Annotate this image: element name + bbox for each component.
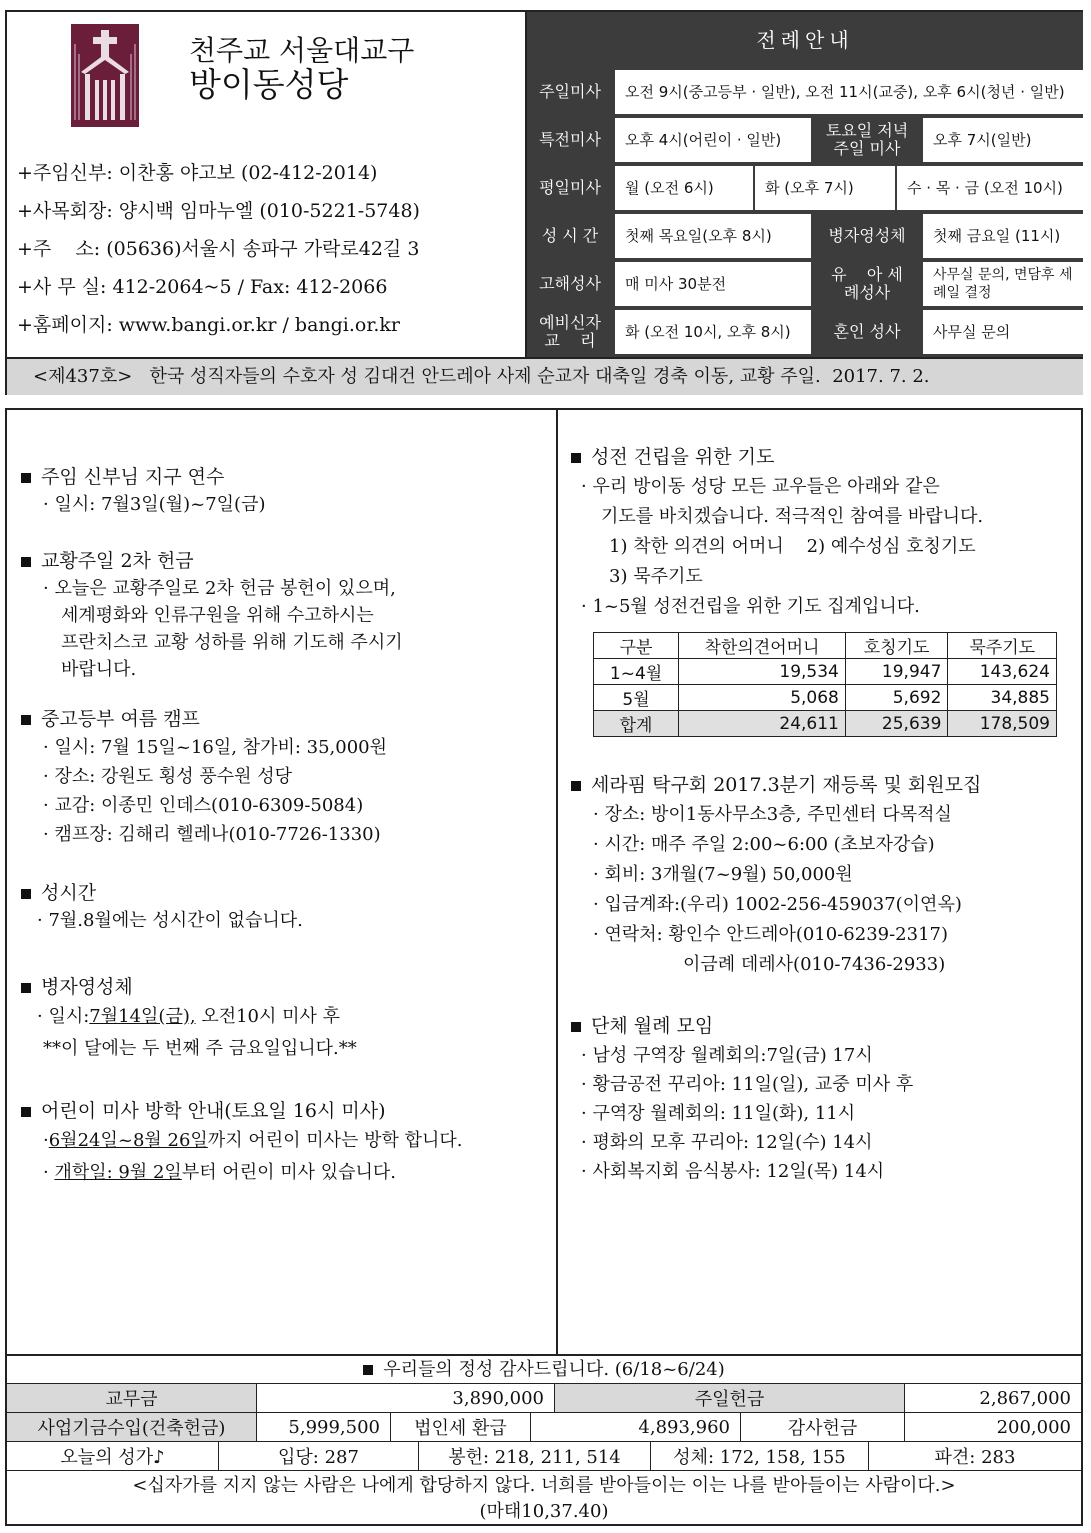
section-line: · 평화의 모후 꾸리아: 12일(수) 14시 <box>581 1132 873 1153</box>
liturgy-title: 전례안내 <box>756 28 854 52</box>
infant-baptism-value: 사무실 문의, 면담후 세례일 결정 <box>923 262 1083 306</box>
bullet-square-icon <box>21 473 31 483</box>
column-header: 구분 <box>594 633 679 659</box>
table-cell: 178,509 <box>948 711 1057 737</box>
bullet-square-icon <box>21 715 31 725</box>
section-line: · 일시: 7월 15일~16일, 참가비: 35,000원 <box>43 737 387 758</box>
offering-footer <box>5 1354 1083 1526</box>
special-label: 특전미사 <box>539 130 601 149</box>
weekday-label: 평일미사 <box>539 178 601 197</box>
church-info <box>7 12 525 357</box>
section-title: 단체 월례 모임 <box>591 1015 714 1037</box>
sunday-label: 주일미사 <box>539 82 601 101</box>
column-header: 묵주기도 <box>948 633 1057 659</box>
column-divider <box>556 410 558 1356</box>
scripture-quote: <십자가를 지지 않는 사람은 나에게 합당하지 않다. 너희를 받아들이는 이는 나를 받아들이는 사람이다.> <box>132 1475 956 1496</box>
offering-label: 감사헌금 <box>741 1413 905 1441</box>
confession-label: 고해성사 <box>539 274 601 293</box>
section-title: 어린이 미사 방학 안내(토요일 16시 미사) <box>41 1100 386 1122</box>
infant-baptism-label: 유 아 세례성사 <box>831 265 903 302</box>
weekday-wed-fri: 수 · 목 · 금 (오전 10시) <box>897 166 1083 210</box>
section-title: 세라핌 탁구회 2017.3분기 재등록 및 회원모집 <box>591 774 982 796</box>
offering-row-2 <box>7 1413 1081 1442</box>
bullet-square-icon <box>571 453 581 463</box>
table-row <box>594 685 1057 711</box>
prayer-totals-table <box>593 632 1057 737</box>
section-title: 교황주일 2차 헌금 <box>41 550 194 572</box>
section-line: ·6월24일~8월 26일까지 어린이 미사는 방학 합니다. <box>43 1130 463 1151</box>
bulletin-body <box>5 408 1083 1354</box>
offering-row-1 <box>7 1384 1081 1413</box>
offering-amount: 2,867,000 <box>979 1387 1071 1409</box>
thanks-row <box>7 1356 1081 1384</box>
section-title: 중고등부 여름 캠프 <box>41 708 200 730</box>
table-cell: 24,611 <box>679 711 846 737</box>
offering-amount: 200,000 <box>996 1416 1071 1438</box>
holyhour-label: 성 시 간 <box>541 226 599 245</box>
section-line: 3) 묵주기도 <box>609 566 703 587</box>
section-line: · 황금공전 꾸리아: 11일(일), 교중 미사 후 <box>581 1074 914 1095</box>
section-line: · 입금계좌:(우리) 1002-256-459037(이연옥) <box>593 894 962 915</box>
column-header: 호칭기도 <box>845 633 948 659</box>
table-cell: 5,692 <box>845 685 948 711</box>
table-cell: 5,068 <box>679 685 846 711</box>
section-line: · 장소: 방이1동사무소3층, 주민센터 다목적실 <box>593 804 952 825</box>
church-diocese: 천주교 서울대교구 <box>189 34 415 67</box>
table-cell: 34,885 <box>948 685 1057 711</box>
notice-children-mass-break <box>21 1098 462 1189</box>
liturgy-schedule <box>525 12 1083 357</box>
contact-address: +주 소: (05636)서울시 송파구 가락로42길 3 <box>17 238 420 260</box>
liturgy-row-special <box>527 116 1085 164</box>
section-line: · 일시: 7월3일(월)~7일(금) <box>43 494 266 515</box>
offering-label: 주일헌금 <box>555 1384 905 1412</box>
issue-line: <제437호> 한국 성직자들의 수호자 성 김대건 안드레아 사제 순교자 대축일 경축 이동, 교황 주일. 2017. 7. 2. <box>7 357 1083 395</box>
hymn-offertory: 봉헌: 218, 211, 514 <box>419 1442 651 1470</box>
marriage-value: 사무실 문의 <box>923 310 1083 354</box>
column-header: 착한의견어머니 <box>679 633 846 659</box>
notice-youth-camp <box>21 706 387 849</box>
contact-office: +사 무 실: 412-2064~5 / Fax: 412-2066 <box>17 276 388 298</box>
holyhour-value: 첫째 목요일(오후 8시) <box>615 214 811 258</box>
contact-homepage: +홈페이지: www.bangi.or.kr / bangi.or.kr <box>17 314 400 336</box>
bullet-square-icon <box>21 983 31 993</box>
confession-value: 매 미사 30분전 <box>615 262 811 306</box>
hymn-communion: 성체: 172, 158, 155 <box>651 1442 869 1470</box>
weekday-tuesday: 화 (오후 7시) <box>755 166 895 210</box>
section-line: · 오늘은 교황주일로 2차 헌금 봉헌이 있으며, <box>43 578 396 599</box>
offering-label: 교무금 <box>7 1384 257 1412</box>
section-line: 프란치스코 교황 성하를 위해 기도해 주시기 <box>61 632 403 653</box>
section-line: · 시간: 매주 주일 2:00~6:00 (초보자강습) <box>593 834 935 855</box>
section-line: · 개학일: 9월 2일부터 어린이 미사 있습니다. <box>43 1162 396 1183</box>
section-title: 성전 건립을 위한 기도 <box>591 446 775 468</box>
offering-amount: 5,999,500 <box>257 1413 391 1441</box>
weekday-monday: 월 (오전 6시) <box>615 166 753 210</box>
sick-communion-value: 첫째 금요일 (11시) <box>923 214 1083 258</box>
sick-communion-label: 병자영성체 <box>828 226 906 245</box>
catechumen-value: 화 (오전 10시, 오후 8시) <box>615 310 811 354</box>
bullet-square-icon <box>21 889 31 899</box>
catechumen-label: 예비신자 교 리 <box>539 313 606 350</box>
contact-pastor: +주임신부: 이찬홍 야고보 (02-412-2014) <box>17 162 378 184</box>
table-cell: 143,624 <box>948 659 1057 685</box>
hymn-entrance: 입당: 287 <box>219 1442 419 1470</box>
notice-pastor-training <box>21 464 265 518</box>
section-line: · 1~5월 성전건립을 위한 기도 집계입니다. <box>581 596 920 617</box>
offering-label: 법인세 환급 <box>391 1413 531 1441</box>
special-value: 오후 4시(어린이 · 일반) <box>615 118 811 162</box>
bullet-square-icon <box>571 781 581 791</box>
table-cell: 1~4월 <box>594 659 679 685</box>
section-line: · 일시:7월14일(금), 오전10시 미사 후 <box>37 1006 340 1027</box>
section-line: · 우리 방이동 성당 모든 교우들은 아래와 같은 <box>581 476 940 497</box>
marriage-label: 혼인 성사 <box>833 322 901 341</box>
hymn-label: 오늘의 성가♪ <box>7 1442 219 1470</box>
section-line: · 구역장 월례회의: 11일(화), 11시 <box>581 1103 856 1124</box>
section-line: · 사회복지회 음식봉사: 12일(목) 14시 <box>581 1161 885 1182</box>
church-name <box>189 34 414 102</box>
scripture-source: (마태10,37.40) <box>479 1501 609 1522</box>
table-header-row <box>594 633 1057 659</box>
table-cell: 19,947 <box>845 659 948 685</box>
contact-council: +사목회장: 양시백 임마누엘 (010-5221-5748) <box>17 200 420 222</box>
section-title: 주임 신부님 지구 연수 <box>41 466 225 488</box>
section-line: · 남성 구역장 월례회의:7일(금) 17시 <box>581 1045 873 1066</box>
saturday-value: 오후 7시(일반) <box>923 118 1083 162</box>
bullet-square-icon <box>21 557 31 567</box>
section-line: · 7월.8월에는 성시간이 없습니다. <box>37 910 303 931</box>
table-cell: 5월 <box>594 685 679 711</box>
sunday-value: 오전 9시(중고등부 · 일반), 오전 11시(교중), 오후 6시(청년 · 일반) <box>615 70 1083 114</box>
offering-label: 사업기금수입(건축헌금) <box>7 1413 257 1441</box>
notice-serafim-table-tennis <box>571 770 981 980</box>
notice-monthly-meetings <box>571 1012 913 1186</box>
section-line: · 연락처: 황인수 안드레아(010-6239-2317) <box>593 924 949 945</box>
hymn-recessional: 파견: 283 <box>934 1447 1016 1468</box>
section-line: · 장소: 강원도 횡성 풍수원 성당 <box>43 766 293 787</box>
liturgy-row-sunday <box>527 68 1085 116</box>
offering-amount: 3,890,000 <box>257 1384 555 1412</box>
table-row <box>594 659 1057 685</box>
saturday-label: 토요일 저녁 주일 미사 <box>825 121 909 158</box>
section-line: 세계평화와 인류구원을 위해 수고하시는 <box>61 605 374 626</box>
notice-papal-collection <box>21 548 403 683</box>
bulletin-header <box>5 10 1083 395</box>
offering-amount: 4,893,960 <box>531 1413 741 1441</box>
section-line: · 캠프장: 김해리 헬레나(010-7726-1330) <box>43 824 381 845</box>
table-cell: 합계 <box>594 711 679 737</box>
contact-list <box>17 154 420 344</box>
section-line: · 교감: 이종민 인데스(010-6309-5084) <box>43 795 364 816</box>
church-logo-icon <box>71 24 139 127</box>
table-cell: 19,534 <box>679 659 846 685</box>
liturgy-row-confession <box>527 260 1085 308</box>
church-parish: 방이동성당 <box>189 65 349 104</box>
bullet-square-icon <box>571 1022 581 1032</box>
liturgy-row-holyhour <box>527 212 1085 260</box>
notice-church-building-prayer <box>571 442 983 622</box>
table-row-total <box>594 711 1057 737</box>
liturgy-row-weekday <box>527 164 1085 212</box>
section-line: 기도를 바치겠습니다. 적극적인 참여를 바랍니다. <box>601 506 984 527</box>
bullet-square-icon <box>21 1107 31 1117</box>
section-title: 병자영성체 <box>41 976 133 998</box>
section-title: 성시간 <box>41 882 97 904</box>
liturgy-row-catechumen <box>527 308 1085 356</box>
table-cell: 25,639 <box>845 711 948 737</box>
section-line: · 회비: 3개월(7~9월) 50,000원 <box>593 864 853 885</box>
section-line: **이 달에는 두 번째 주 금요일입니다.** <box>43 1038 357 1059</box>
section-line: 1) 착한 의견의 어머니 2) 예수성심 호칭기도 <box>609 536 976 557</box>
section-line: 바랍니다. <box>61 659 137 680</box>
notice-sick-communion <box>21 974 357 1065</box>
section-line: 이금례 데레사(010-7436-2933) <box>683 954 946 975</box>
thanks-text: 우리들의 정성 감사드립니다. (6/18~6/24) <box>383 1359 725 1380</box>
notice-holy-hour <box>21 880 303 934</box>
hymn-row <box>7 1442 1081 1471</box>
bullet-square-icon <box>363 1365 373 1375</box>
